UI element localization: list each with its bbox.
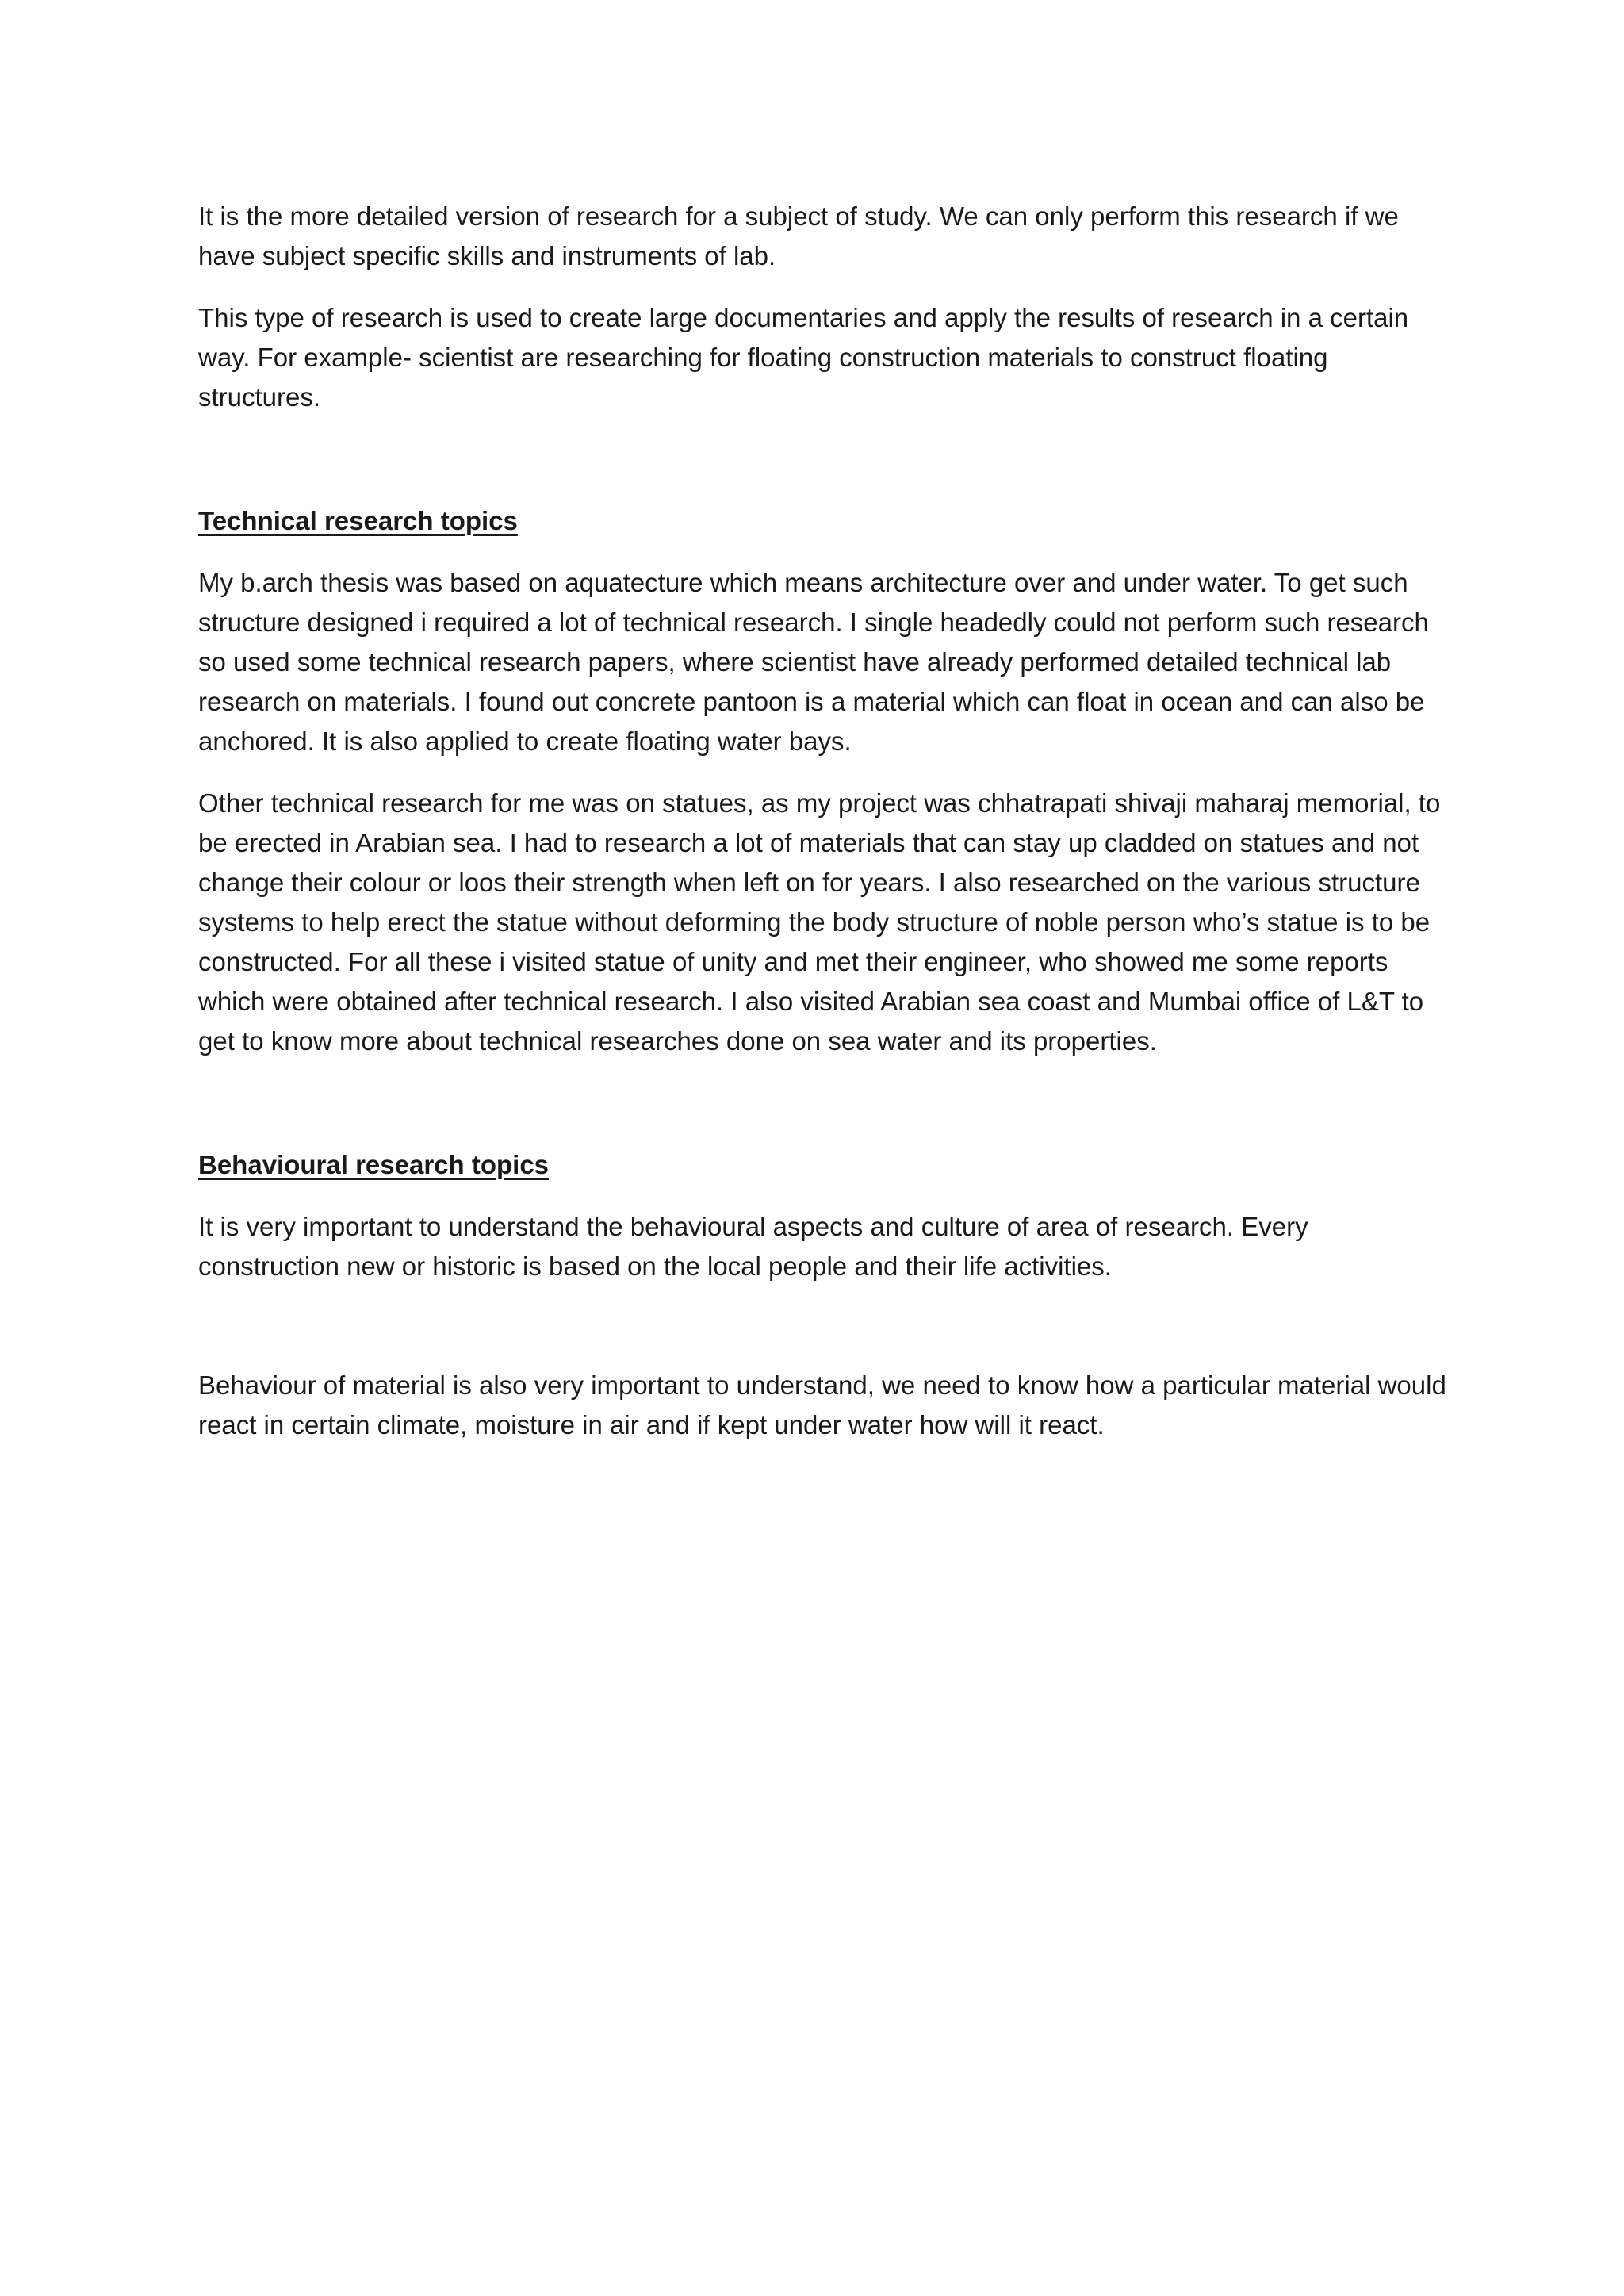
behavioural-paragraph-1: It is very important to understand the behavioural aspects and culture of area of research. Every construction new or historic is based on the local people and their life activities. — [198, 1212, 1308, 1281]
section-spacer — [198, 439, 1451, 501]
behavioural-paragraph-2: Behaviour of material is also very important to understand, we need to know how a particular material would react in certain climate, moisture in air and if kept under water how will it react. — [198, 1370, 1446, 1439]
document-body — [198, 197, 1451, 1467]
section-spacer — [198, 1083, 1451, 1145]
intro-paragraph-2: This type of research is used to create large documentaries and apply the results of research in a certain way. For example- scientist are researching for floating construction materials to construct floating structures. — [198, 303, 1409, 412]
intro-paragraph-1: It is the more detailed version of research for a subject of study. We can only perform this research if we have subject specific skills and instruments of lab. — [198, 201, 1399, 270]
behavioural-section-heading: Behavioural research topics — [198, 1150, 550, 1179]
technical-section-heading: Technical research topics — [198, 506, 518, 535]
technical-paragraph-1: My b.arch thesis was based on aquatecture which means architecture over and under water. To get such structure designed i required a lot of technical research. I single headedly could not perform such research so used some technical research papers, where scientist have already performed detailed technical lab research on materials. I found out concrete pantoon is a material which can float in ocean and can also be anchored. It is also applied to create floating water bays. — [198, 568, 1429, 756]
technical-paragraph-2: Other technical research for me was on statues, as my project was chhatrapati shivaji maharaj memorial, to be erected in Arabian sea. I had to research a lot of materials that can stay up cladded on statues and not change their colour or loos their strength when left on for years. I also researched on the various structure systems to help erect the statue without deforming the body structure of noble person who’s statue is to be constructed. For all these i visited statue of unity and met their engineer, who showed me some reports which were obtained after technical research. I also visited Arabian sea coast and Mumbai office of L&T to get to know more about technical researches done on sea water and its properties. — [198, 788, 1441, 1056]
paragraph-spacer — [198, 1309, 1451, 1366]
